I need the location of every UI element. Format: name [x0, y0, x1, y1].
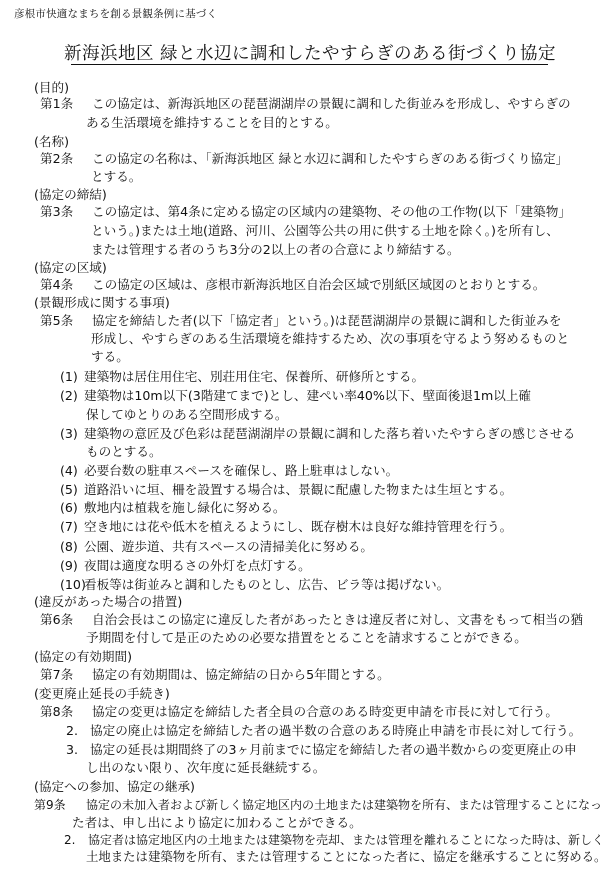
continuation-line: し出のない限り、次年度に延長継続する。 — [86, 760, 326, 775]
item-text: 敷地内は植栽を施し緑化に努める。 — [84, 500, 286, 515]
list-item — [64, 834, 604, 846]
continuation-line: た者は、申し出により協定に加わることができる。 — [72, 815, 362, 830]
article-line — [40, 315, 562, 328]
list-item — [60, 560, 311, 573]
item-text: 公園、遊歩道、共有スペースの清掃美化に努める。 — [84, 539, 374, 554]
item-number: 2. — [64, 833, 76, 847]
item-number: (4) — [60, 463, 78, 478]
item-number: (2) — [60, 388, 78, 403]
item-text: 必要台数の駐車スペースを確保し、路上駐車はしない。 — [84, 463, 399, 478]
item-number: 2. — [66, 723, 79, 738]
item-text: 協定の延長は期間終了の3ヶ月前までに協定を締結した者の過半数からの変更廃止の申 — [90, 742, 577, 757]
section-heading: (目的) — [34, 80, 70, 95]
article-label: 第9条 — [34, 798, 66, 812]
list-item — [60, 428, 575, 441]
article-text: この協定は、新海浜地区の琵琶湖湖岸の景観に調和した街並みを形成し、やすらぎの — [92, 96, 571, 111]
item-text: 協定者は協定地区内の土地または建築物を売却、または管理を離れることになった時は、新しく — [88, 833, 605, 847]
continuation-line: 保してゆとりのある空間形成する。 — [86, 407, 288, 422]
article-text: 自治会長はこの協定に違反した者があったときは違反者に対し、文書をもって相当の猶 — [92, 612, 584, 627]
continuation-line: ある生活環境を維持することを目的とする。 — [86, 115, 338, 130]
section-heading: (協定の有効期間) — [34, 649, 132, 664]
article-line — [40, 614, 583, 627]
continuation-line: 形成し、やすらぎのある生活環境を維持するため、次の事項を守るよう努めるものと — [91, 331, 570, 346]
article-label: 第3条 — [40, 204, 74, 219]
list-item — [60, 502, 286, 515]
item-number: (10) — [60, 577, 86, 592]
item-number: (9) — [60, 558, 78, 573]
list-item — [60, 579, 449, 592]
item-number: (3) — [60, 426, 78, 441]
article-line — [40, 669, 390, 682]
list-item — [66, 725, 581, 738]
item-text: 道路沿いに垣、柵を設置する場合は、景観に配慮した物または生垣とする。 — [84, 482, 513, 497]
item-number: (6) — [60, 500, 78, 515]
list-item — [60, 465, 398, 478]
continuation-line: または管理する者のうち3分の2以上の者の合意により締結する。 — [91, 242, 460, 257]
item-number: 3. — [66, 742, 79, 757]
item-text: 建築物は居住用住宅、別荘用住宅、保養所、研修所とする。 — [84, 369, 425, 384]
section-heading: (協定への参加、協定の継承) — [34, 779, 195, 794]
continuation-line: ものとする。 — [86, 444, 162, 459]
continuation-line: とする。 — [91, 169, 142, 184]
article-text: この協定の区域は、彦根市新海浜地区自治会区域で別紙区域図のとおりとする。 — [92, 277, 546, 292]
title-underline — [71, 64, 548, 65]
section-heading: (違反があった場合の措置) — [34, 594, 183, 609]
article-text: この協定の名称は、「新海浜地区 緑と水辺に調和したやすらぎのある街づくり協定」 — [92, 151, 569, 166]
article-label: 第2条 — [40, 151, 74, 166]
continuation-line: という。)または土地(道路、河川、公園等公共の用に供する土地を除く。)を所有し、 — [91, 223, 559, 238]
article-line — [40, 153, 568, 166]
item-number: (1) — [60, 369, 78, 384]
article-line — [40, 706, 558, 719]
article-label: 第4条 — [40, 277, 74, 292]
continuation-line: 土地または建築物を所有、または管理することになった者に、協定を継承することに努める。 — [86, 849, 607, 864]
section-heading: (協定の区域) — [34, 260, 107, 275]
list-item — [60, 390, 531, 403]
item-text: 夜間は適度な明るさの外灯を点灯する。 — [84, 558, 311, 573]
item-number: (5) — [60, 482, 78, 497]
page-title: 新海浜地区 緑と水辺に調和したやすらぎのある街づくり協定 — [63, 44, 557, 64]
item-number: (7) — [60, 519, 78, 534]
section-heading: (協定の締結) — [34, 187, 107, 202]
article-text: この協定は、第4条に定める協定の区域内の建築物、その他の工作物(以下「建築物」 — [92, 204, 571, 219]
list-item — [60, 521, 512, 534]
section-heading: (名称) — [34, 134, 70, 149]
list-item — [60, 371, 424, 384]
continuation-line: する。 — [91, 349, 129, 364]
item-text: 看板等は街並みと調和したものとし、広告、ビラ等は掲げない。 — [84, 577, 450, 592]
section-heading: (変更廃止延長の手続き) — [34, 686, 170, 701]
article-text: 協定の未加入者および新しく協定地区内の土地または建築物を所有、または管理することになっ — [86, 798, 603, 812]
item-text: 建築物の意匠及び色彩は琵琶湖湖岸の景観に調和した落ち着いたやすらぎの感じさせる — [84, 426, 576, 441]
article-label: 第8条 — [40, 704, 74, 719]
article-text: 協定を締結した者(以下「協定者」という。)は琵琶湖湖岸の景観に調和した街並みを — [92, 313, 562, 328]
item-text: 空き地には花や低木を植えるようにし、既存樹木は良好な維持管理を行う。 — [84, 519, 513, 534]
list-item — [66, 744, 577, 757]
item-number: (8) — [60, 539, 78, 554]
article-label: 第5条 — [40, 313, 74, 328]
article-line — [40, 206, 571, 219]
item-text: 協定の廃止は協定を締結した者の過半数の合意のある時廃止申請を市長に対して行う。 — [90, 723, 582, 738]
article-line — [40, 98, 571, 111]
article-line — [40, 279, 545, 292]
article-label: 第6条 — [40, 612, 74, 627]
ordinance-basis-note: 彦根市快適なまちを創る景観条例に基づく — [14, 8, 218, 20]
article-text: 協定の有効期間は、協定締結の日から5年間とする。 — [92, 667, 390, 682]
list-item — [60, 541, 373, 554]
article-label: 第7条 — [40, 667, 74, 682]
continuation-line: 予期間を付して是正のための必要な措置をとることを請求することができる。 — [86, 630, 527, 645]
list-item — [60, 484, 512, 497]
article-line — [34, 799, 602, 811]
article-text: 協定の変更は協定を締結した者全員の合意のある時変更申請を市長に対して行う。 — [92, 704, 558, 719]
section-heading: (景観形成に関する事項) — [34, 295, 170, 310]
item-text: 建築物は10m以下(3階建てまで)とし、建ぺい率40%以下、壁面後退1m以上確 — [84, 388, 532, 403]
article-label: 第1条 — [40, 96, 74, 111]
